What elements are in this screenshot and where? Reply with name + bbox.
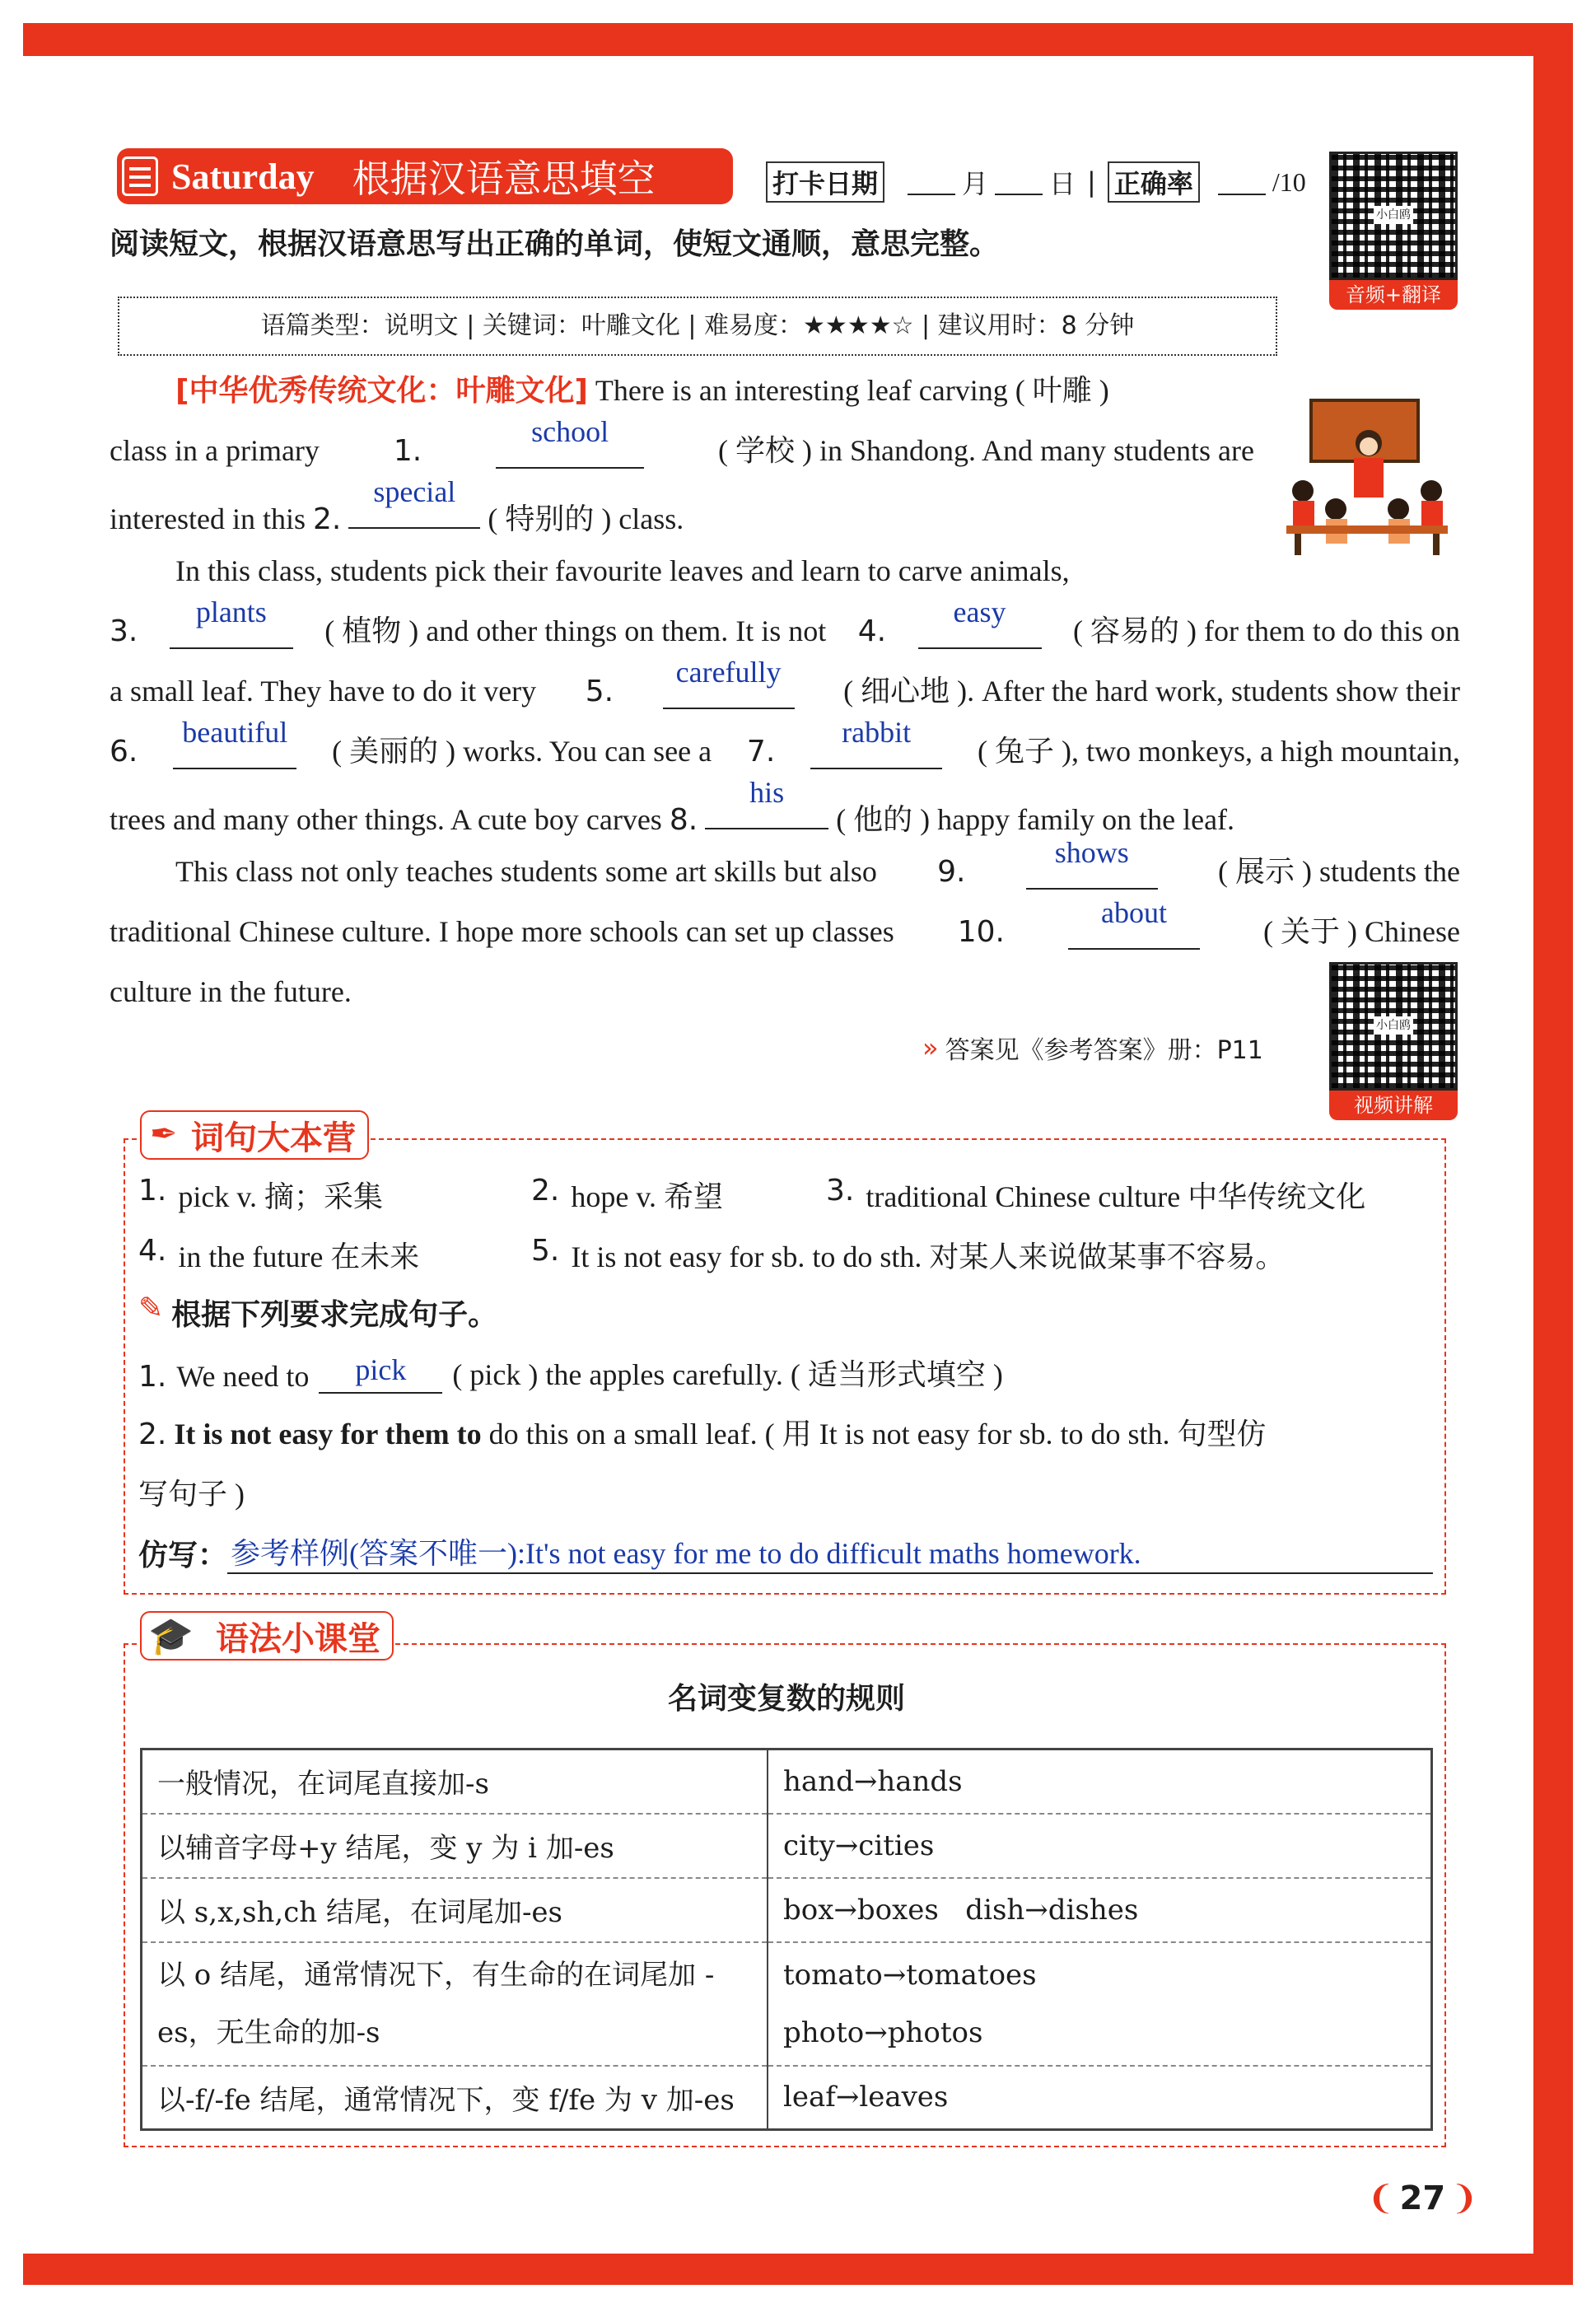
blank-number: 6. bbox=[110, 735, 138, 768]
imitation-label: 仿写： bbox=[138, 1539, 228, 1572]
blank-6[interactable] bbox=[173, 716, 296, 769]
calendar-icon bbox=[122, 156, 158, 196]
blank-number: 1. bbox=[393, 434, 422, 468]
day-unit-label: 日 bbox=[1049, 168, 1076, 199]
passage-meta-box: 语篇类型：说明文 | 关键词：叶雕文化 | 难易度：★★★★☆ | 建议用时：8 分钟 bbox=[118, 297, 1277, 356]
passage-text: ( 容易的 ) for them to do this on bbox=[1073, 614, 1460, 647]
passage-text: ( 美丽的 ) works. You can see a bbox=[332, 735, 712, 768]
q1-answer: pick bbox=[355, 1353, 407, 1386]
grammar-section-title bbox=[140, 1611, 394, 1661]
passage-text: This class not only teaches students some art skills but also bbox=[175, 855, 877, 888]
right-wing-icon: ❩ bbox=[1450, 2179, 1478, 2217]
qr-video-label: 视频讲解 bbox=[1329, 1091, 1458, 1120]
item-number: 2. bbox=[138, 1418, 167, 1451]
q2-bold-text: It is not easy for them to bbox=[174, 1418, 482, 1450]
rule-cell: 以 s,x,sh,ch 结尾，在词尾加-es bbox=[142, 1878, 768, 1942]
passage-line-9 bbox=[110, 836, 1460, 902]
passage-text: In this class, students pick their favourite leaves and learn to carve animals, bbox=[175, 554, 1070, 587]
answer-5: carefully bbox=[675, 656, 782, 689]
passage-text: culture in the future. bbox=[110, 975, 352, 1008]
passage-text: trees and many other things. A cute boy carves bbox=[110, 803, 662, 836]
blank-1[interactable] bbox=[496, 415, 644, 469]
feather-pen-icon: ✒ bbox=[150, 1115, 178, 1153]
example-cell bbox=[768, 1942, 1432, 2066]
day-blank[interactable] bbox=[995, 169, 1043, 195]
answer-4: easy bbox=[953, 596, 1006, 628]
answer-9: shows bbox=[1054, 836, 1129, 869]
item-number: 4. bbox=[138, 1234, 167, 1268]
vocab-text: hope v. 希望 bbox=[571, 1180, 724, 1213]
vocab-text: traditional Chinese culture 中华传统文化 bbox=[866, 1180, 1366, 1213]
blank-2[interactable] bbox=[348, 475, 480, 529]
accuracy-total: /10 bbox=[1272, 166, 1306, 197]
example-cell: hand→hands bbox=[768, 1749, 1432, 1814]
example-line: photo→photos bbox=[783, 2016, 983, 2049]
page-frame-right bbox=[1533, 23, 1573, 2285]
passage-text: ( 他的 ) happy family on the leaf. bbox=[836, 803, 1235, 836]
table-row bbox=[142, 1814, 1432, 1878]
passage-text: ( 植物 ) and other things on them. It is not bbox=[324, 614, 827, 647]
vocab-text: It is not easy for sb. to do sth. 对某人来说做某事不容易。 bbox=[571, 1240, 1286, 1273]
passage-text: class in a primary bbox=[110, 434, 320, 467]
answer-8: his bbox=[749, 776, 785, 809]
passage-text: ( 特别的 ) class. bbox=[488, 502, 684, 535]
passage-line-1 bbox=[110, 361, 1254, 421]
passage-line-6 bbox=[110, 656, 1460, 722]
passage-line-4 bbox=[110, 541, 1460, 601]
blank-8[interactable] bbox=[705, 776, 828, 829]
rule-cell: 以 o 结尾，通常情况下，有生命的在词尾加 -es，无生命的加-s bbox=[142, 1942, 768, 2066]
q2-text-line-2: 写句子 ) bbox=[138, 1478, 245, 1511]
blank-number: 7. bbox=[746, 735, 776, 768]
q1-text: ( pick ) the apples carefully. ( 适当形式填空 ) bbox=[452, 1358, 1003, 1391]
task-q2 bbox=[138, 1411, 1423, 1453]
imitation-answer[interactable]: 参考样例(答案不唯一):It's not easy for me to do difficult maths homework. bbox=[227, 1530, 1433, 1574]
rule-cell: 一般情况，在词尾直接加-s bbox=[142, 1749, 768, 1814]
instruction-text: 阅读短文，根据汉语意思写出正确的单词，使短文通顺，意思完整。 bbox=[110, 227, 1000, 261]
rule-cell: 以辅音字母+y 结尾，变 y 为 i 加-es bbox=[142, 1814, 768, 1878]
item-number: 2. bbox=[531, 1174, 560, 1208]
blank-number: 8. bbox=[669, 803, 698, 837]
section-header-tag bbox=[117, 148, 733, 204]
day-label: Saturday bbox=[171, 156, 315, 197]
vocab-item-3 bbox=[826, 1174, 1365, 1216]
checkin-row: 打卡日期 月 日 | 正确率 /10 bbox=[766, 161, 1306, 203]
blank-number: 5. bbox=[585, 675, 614, 708]
blank-3[interactable] bbox=[170, 596, 293, 649]
q2-text: do this on a small leaf. ( 用 It is not easy for sb. to do sth. 句型仿 bbox=[488, 1418, 1267, 1450]
passage-line-8 bbox=[110, 776, 1460, 850]
vocab-section-title bbox=[140, 1110, 369, 1160]
blank-number: 3. bbox=[110, 614, 138, 648]
passage-line-3 bbox=[110, 475, 1254, 549]
passage-line-10 bbox=[110, 896, 1460, 962]
checkin-label: 打卡日期 bbox=[766, 161, 884, 203]
answer-3: plants bbox=[195, 596, 267, 628]
answer-reference-text: 答案见《参考答案》册：P11 bbox=[945, 1036, 1263, 1065]
imitation-row bbox=[138, 1530, 1433, 1574]
q1-text: We need to bbox=[176, 1360, 310, 1393]
answer-7: rabbit bbox=[842, 716, 912, 749]
blank-number: 2. bbox=[312, 502, 342, 536]
table-row bbox=[142, 1749, 1432, 1814]
page-frame-top bbox=[23, 23, 1573, 56]
answer-2: special bbox=[373, 475, 456, 508]
page-number: 27 bbox=[1399, 2179, 1446, 2217]
table-row bbox=[142, 2066, 1432, 2130]
table-row bbox=[142, 1942, 1432, 2066]
answer-10: about bbox=[1101, 896, 1167, 929]
plural-rules-table bbox=[140, 1748, 1433, 2131]
month-blank[interactable] bbox=[908, 169, 955, 195]
qr-center-logo: 小白鸥 bbox=[1374, 1016, 1413, 1035]
graduation-cap-icon: 🎓 bbox=[148, 1615, 194, 1657]
task-title-text: 根据下列要求完成句子。 bbox=[171, 1298, 498, 1332]
item-number: 1. bbox=[138, 1360, 167, 1394]
q1-blank[interactable] bbox=[319, 1351, 442, 1394]
double-arrow-icon: » bbox=[922, 1032, 939, 1063]
blank-number: 9. bbox=[937, 855, 966, 889]
example-cell: leaf→leaves bbox=[783, 2081, 949, 2114]
passage-text: There is an interesting leaf carving ( 叶雕 ) bbox=[595, 374, 1109, 407]
passage-text: ( 展示 ) students the bbox=[1218, 855, 1460, 888]
grammar-title-text: 语法小课堂 bbox=[216, 1619, 380, 1658]
item-number: 1. bbox=[138, 1174, 167, 1208]
item-number: 5. bbox=[531, 1234, 560, 1268]
task-title bbox=[138, 1292, 497, 1334]
passage-text: ( 兔子 ), two monkeys, a high mountain, bbox=[978, 735, 1460, 768]
example-cell: box→boxes dish→dishes bbox=[768, 1878, 1432, 1942]
passage-line-2 bbox=[110, 415, 1254, 481]
page-number-badge bbox=[1367, 2179, 1478, 2217]
answer-6: beautiful bbox=[182, 716, 288, 749]
table-row bbox=[142, 1878, 1432, 1942]
vocab-title-text: 词句大本营 bbox=[191, 1119, 356, 1157]
blank-7[interactable] bbox=[810, 716, 942, 769]
example-line: tomato→tomatoes bbox=[783, 1958, 1037, 1992]
qr-audio-label: 音频+翻译 bbox=[1329, 280, 1458, 310]
accuracy-blank[interactable] bbox=[1218, 169, 1266, 195]
passage-text: a small leaf. They have to do it very bbox=[110, 675, 537, 708]
vocab-text: in the future 在未来 bbox=[178, 1240, 420, 1273]
vocab-item-1 bbox=[138, 1174, 383, 1216]
answer-1: school bbox=[531, 415, 609, 448]
month-label: 月 bbox=[962, 168, 989, 199]
answer-reference bbox=[922, 1030, 1263, 1066]
rule-cell: 以-f/-fe 结尾，通常情况下，变 f/fe 为 v 加-es bbox=[142, 2066, 768, 2130]
item-number: 3. bbox=[826, 1174, 855, 1208]
passage-line-11 bbox=[110, 962, 1460, 1022]
passage-topic: [中华优秀传统文化：叶雕文化] bbox=[175, 374, 588, 408]
passage-text: traditional Chinese culture. I hope more schools can set up classes bbox=[110, 915, 894, 948]
blank-10[interactable] bbox=[1068, 896, 1200, 950]
task-q1 bbox=[138, 1351, 1003, 1394]
qr-center-logo: 小白鸥 bbox=[1374, 206, 1413, 224]
vocab-item-5 bbox=[531, 1234, 1285, 1276]
classroom-illustration bbox=[1278, 394, 1456, 558]
accuracy-label: 正确率 bbox=[1108, 161, 1200, 203]
section-title: 根据汉语意思填空 bbox=[352, 156, 656, 201]
passage-text: ( 细心地 ). After the hard work, students show their bbox=[843, 675, 1460, 708]
example-cell: city→cities bbox=[768, 1814, 1432, 1878]
blank-number: 4. bbox=[857, 614, 887, 648]
pencil-icon: ✎ bbox=[138, 1292, 164, 1325]
vocab-text: pick v. 摘；采集 bbox=[178, 1180, 384, 1213]
blank-4[interactable] bbox=[918, 596, 1042, 649]
table-title: 名词变复数的规则 bbox=[667, 1682, 905, 1716]
passage-text: ( 学校 ) in Shandong. And many students are bbox=[718, 434, 1254, 467]
blank-5[interactable] bbox=[663, 656, 795, 709]
page-frame-bottom bbox=[23, 2254, 1573, 2285]
blank-number: 10. bbox=[957, 915, 1005, 949]
left-wing-icon: ❨ bbox=[1367, 2179, 1395, 2217]
passage-text: ( 关于 ) Chinese bbox=[1263, 915, 1460, 948]
vocab-item-2 bbox=[531, 1174, 723, 1216]
vocab-item-4 bbox=[138, 1234, 419, 1276]
passage-text: interested in this bbox=[110, 502, 306, 535]
